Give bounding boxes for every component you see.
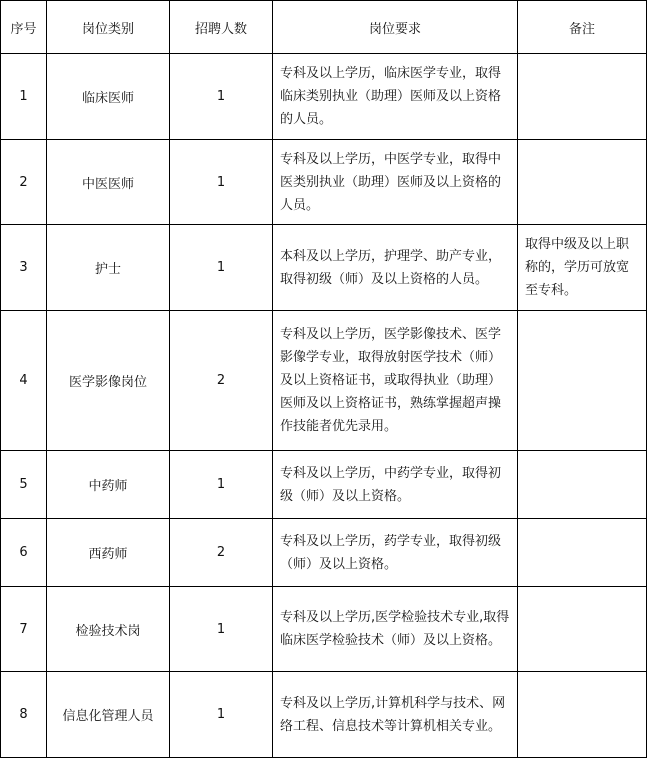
row-count: 1 — [170, 672, 273, 758]
row-count: 1 — [170, 451, 273, 519]
row-count: 2 — [170, 311, 273, 451]
row-requirement: 专科及以上学历,医学检验技术专业,取得临床医学检验技术（师）及以上资格。 — [273, 587, 518, 672]
header-no: 序号 — [1, 1, 47, 54]
table-row — [1, 225, 647, 311]
row-no: 1 — [1, 54, 47, 140]
row-category: 信息化管理人员 — [47, 672, 170, 758]
row-category: 检验技术岗 — [47, 587, 170, 672]
row-requirement: 专科及以上学历，中药学专业，取得初级（师）及以上资格。 — [273, 451, 518, 519]
row-no: 5 — [1, 451, 47, 519]
header-requirement: 岗位要求 — [273, 1, 518, 54]
table-row — [1, 451, 647, 519]
row-category: 医学影像岗位 — [47, 311, 170, 451]
row-category: 护士 — [47, 225, 170, 311]
table-row — [1, 140, 647, 225]
header-note: 备注 — [518, 1, 647, 54]
row-note — [518, 140, 647, 225]
row-requirement: 专科及以上学历,计算机科学与技术、网络工程、信息技术等计算机相关专业。 — [273, 672, 518, 758]
row-requirement: 专科及以上学历，医学影像技术、医学影像学专业，取得放射医学技术（师）及以上资格证书，或取得执业（助理）医师及以上资格证书，熟练掌握超声操作技能者优先录用。 — [273, 311, 518, 451]
row-count: 1 — [170, 54, 273, 140]
row-note — [518, 54, 647, 140]
row-no: 4 — [1, 311, 47, 451]
table-row — [1, 519, 647, 587]
row-count: 1 — [170, 225, 273, 311]
row-note — [518, 451, 647, 519]
row-category: 中医医师 — [47, 140, 170, 225]
row-no: 3 — [1, 225, 47, 311]
row-note: 取得中级及以上职称的，学历可放宽至专科。 — [518, 225, 647, 311]
row-note — [518, 587, 647, 672]
table-row — [1, 672, 647, 758]
row-category: 西药师 — [47, 519, 170, 587]
row-category: 临床医师 — [47, 54, 170, 140]
row-no: 8 — [1, 672, 47, 758]
row-requirement: 本科及以上学历，护理学、助产专业，取得初级（师）及以上资格的人员。 — [273, 225, 518, 311]
table-row — [1, 311, 647, 451]
row-requirement: 专科及以上学历，中医学专业，取得中医类别执业（助理）医师及以上资格的人员。 — [273, 140, 518, 225]
row-count: 1 — [170, 587, 273, 672]
header-row — [1, 1, 647, 54]
header-count: 招聘人数 — [170, 1, 273, 54]
row-no: 6 — [1, 519, 47, 587]
table-row — [1, 54, 647, 140]
row-note — [518, 672, 647, 758]
row-requirement: 专科及以上学历，临床医学专业，取得临床类别执业（助理）医师及以上资格的人员。 — [273, 54, 518, 140]
row-count: 2 — [170, 519, 273, 587]
row-note — [518, 311, 647, 451]
row-requirement: 专科及以上学历，药学专业，取得初级（师）及以上资格。 — [273, 519, 518, 587]
row-note — [518, 519, 647, 587]
row-no: 7 — [1, 587, 47, 672]
row-category: 中药师 — [47, 451, 170, 519]
header-category: 岗位类别 — [47, 1, 170, 54]
row-count: 1 — [170, 140, 273, 225]
table-row — [1, 587, 647, 672]
row-no: 2 — [1, 140, 47, 225]
